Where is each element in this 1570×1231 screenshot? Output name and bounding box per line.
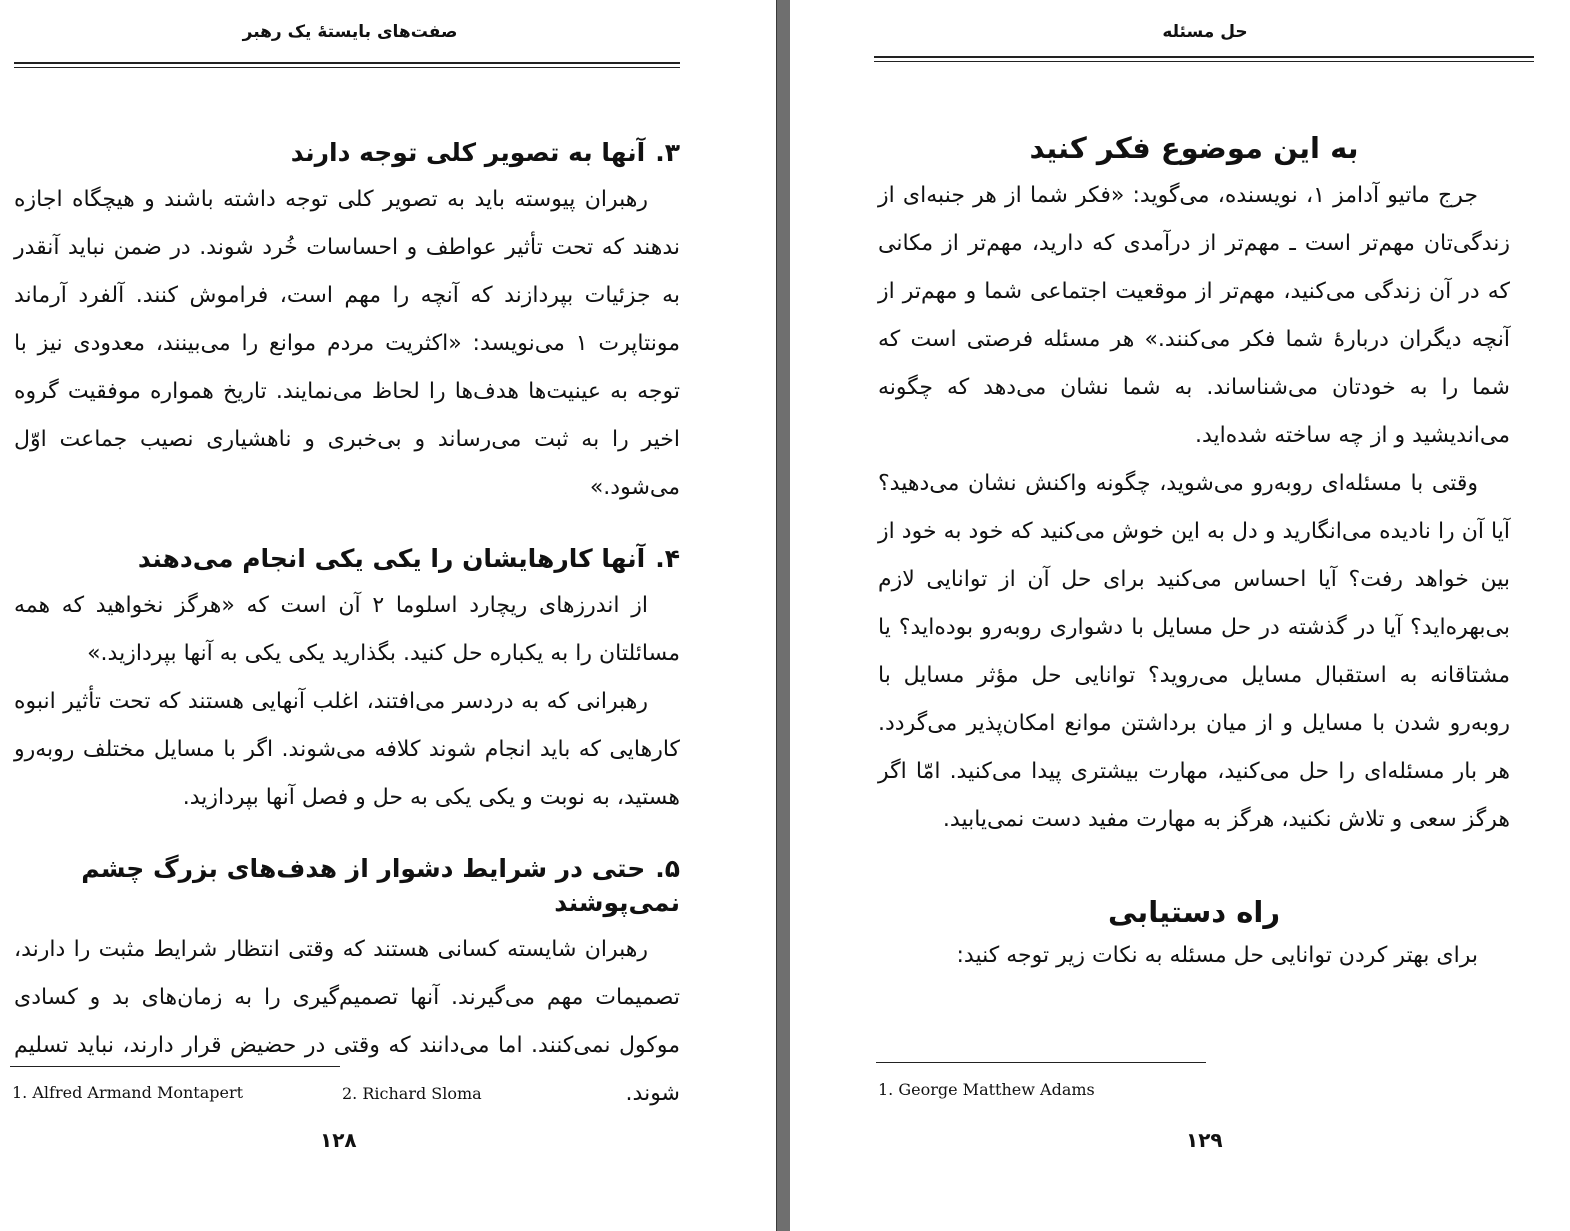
- item-heading: [14, 136, 680, 170]
- left-footnote-rule: [10, 1066, 340, 1067]
- left-running-head: صفت‌های بایستهٔ یک رهبر: [242, 22, 458, 42]
- right-header-rule: [874, 56, 1534, 62]
- paragraph: رهبرانی که به دردسر می‌افتند، اغلب آنهایی هستند که تحت تأثیر انبوه کارهایی که باید انجام شوند کلافه می‌شوند. اگر با مسایل مختلف روبه‌رو هستید، به نوبت و یکی یکی به حل و فصل آنها بپردازید.: [14, 689, 680, 810]
- right-footnote-rule: [876, 1062, 1206, 1063]
- item-heading-text: حتی در شرایط دشوار از هدف‌های بزرگ چشم نمی‌پوشند: [81, 854, 680, 917]
- section-title: راه دستیابی: [1107, 895, 1281, 929]
- right-running-head: حل مسئله: [1162, 22, 1248, 42]
- item-number: ۳.: [655, 138, 680, 167]
- paragraph: جرج ماتیو آدامز ۱، نویسنده، می‌گوید: «فکر شما از هر جنبه‌ای از زندگی‌تان مهم‌تر است ـ مهم‌تر از درآمدی که دارید، مهم‌تر از مکانی که در آن زندگی می‌کنید، مهم‌تر از موقعیت اجتماعی شما و مهم‌تر از آنچه دیگران دربارهٔ شما فکر می‌کنند.» هر مسئله فرصتی است که شما را به خودتان می‌شناساند. به شما نشان می‌دهد که چگونه می‌اندیشید و از چه ساخته شده‌اید.: [878, 183, 1510, 448]
- right-page-number: ۱۲۹: [1186, 1128, 1223, 1152]
- item-heading: [14, 542, 680, 576]
- item-number: ۵.: [655, 854, 680, 883]
- section-title: به این موضوع فکر کنید: [1029, 131, 1359, 165]
- left-page-body: [14, 136, 680, 1118]
- item-number: ۴.: [655, 544, 680, 573]
- item-heading: [14, 852, 680, 920]
- footnote: 1. George Matthew Adams: [878, 1080, 1095, 1099]
- paragraph: از اندرزهای ریچارد اسلوما ۲ آن است که «هرگز نخواهید که همه مسائلتان را به یکباره حل کنید. بگذارید یکی یکی به آنها بپردازید.»: [14, 593, 680, 666]
- item-heading-text: آنها به تصویر کلی توجه دارند: [290, 138, 646, 167]
- paragraph: رهبران پیوسته باید به تصویر کلی توجه داشته باشند و هیچگاه اجازه ندهند که تحت تأثیر عواطف و احساسات خُرد شوند. در ضمن نباید آنقدر به جزئیات بپردازند که آنچه را مهم است، فراموش کنند. آلفرد آرماند مونتاپرت ۱ می‌نویسد: «اکثریت مردم موانع را می‌بینند، معدودی نیز با توجه به عینیت‌ها هدف‌ها را لحاظ می‌نمایند. تاریخ همواره موفقیت گروه اخیر را به ثبت می‌رساند و بی‌خبری و ناهشیاری نصیب جماعت اوّل می‌شود.»: [14, 187, 680, 500]
- right-page: [790, 0, 1570, 1231]
- item-heading-text: آنها کارهایشان را یکی یکی انجام می‌دهند: [137, 544, 646, 573]
- paragraph: برای بهتر کردن توانایی حل مسئله به نکات زیر توجه کنید:: [956, 943, 1478, 968]
- right-page-body: [878, 128, 1510, 980]
- left-header-rule: [14, 62, 680, 68]
- paragraph: وقتی با مسئله‌ای روبه‌رو می‌شوید، چگونه واکنش نشان می‌دهید؟ آیا آن را نادیده می‌انگارید و دل به این خوش می‌کنید که خود به خود از بین خواهد رفت؟ آیا احساس می‌کنید برای حل آن از توانایی لازم بی‌بهره‌اید؟ آیا در گذشته در حل مسایل با دشواری روبه‌رو بوده‌اید؟ یا مشتاقانه به استقبال مسایل می‌روید؟ توانایی حل مؤثر مسایل با روبه‌رو شدن با مسایل و از میان برداشتن موانع امکان‌پذیر می‌گردد. هر بار مسئله‌ای را حل می‌کنید، مهارت بیشتری پیدا می‌کنید. امّا اگر هرگز سعی و تلاش نکنید، هرگز به مهارت مفید دست نمی‌یابید.: [878, 471, 1510, 832]
- footnote: 1. Alfred Armand Montapert: [12, 1083, 244, 1102]
- footnote: 2. Richard Sloma: [342, 1084, 482, 1103]
- left-page: [0, 0, 776, 1231]
- paragraph: رهبران شایسته کسانی هستند که وقتی انتظار شرایط مثبت را دارند، تصمیمات مهم می‌گیرند. آنها تصمیم‌گیری را به زمان‌های بد و کسادی موکول نمی‌کنند. اما می‌دانند که وقتی در حضیض قرار دارند، نباید تسلیم شوند.: [14, 937, 680, 1106]
- left-page-number: ۱۲۸: [320, 1128, 357, 1152]
